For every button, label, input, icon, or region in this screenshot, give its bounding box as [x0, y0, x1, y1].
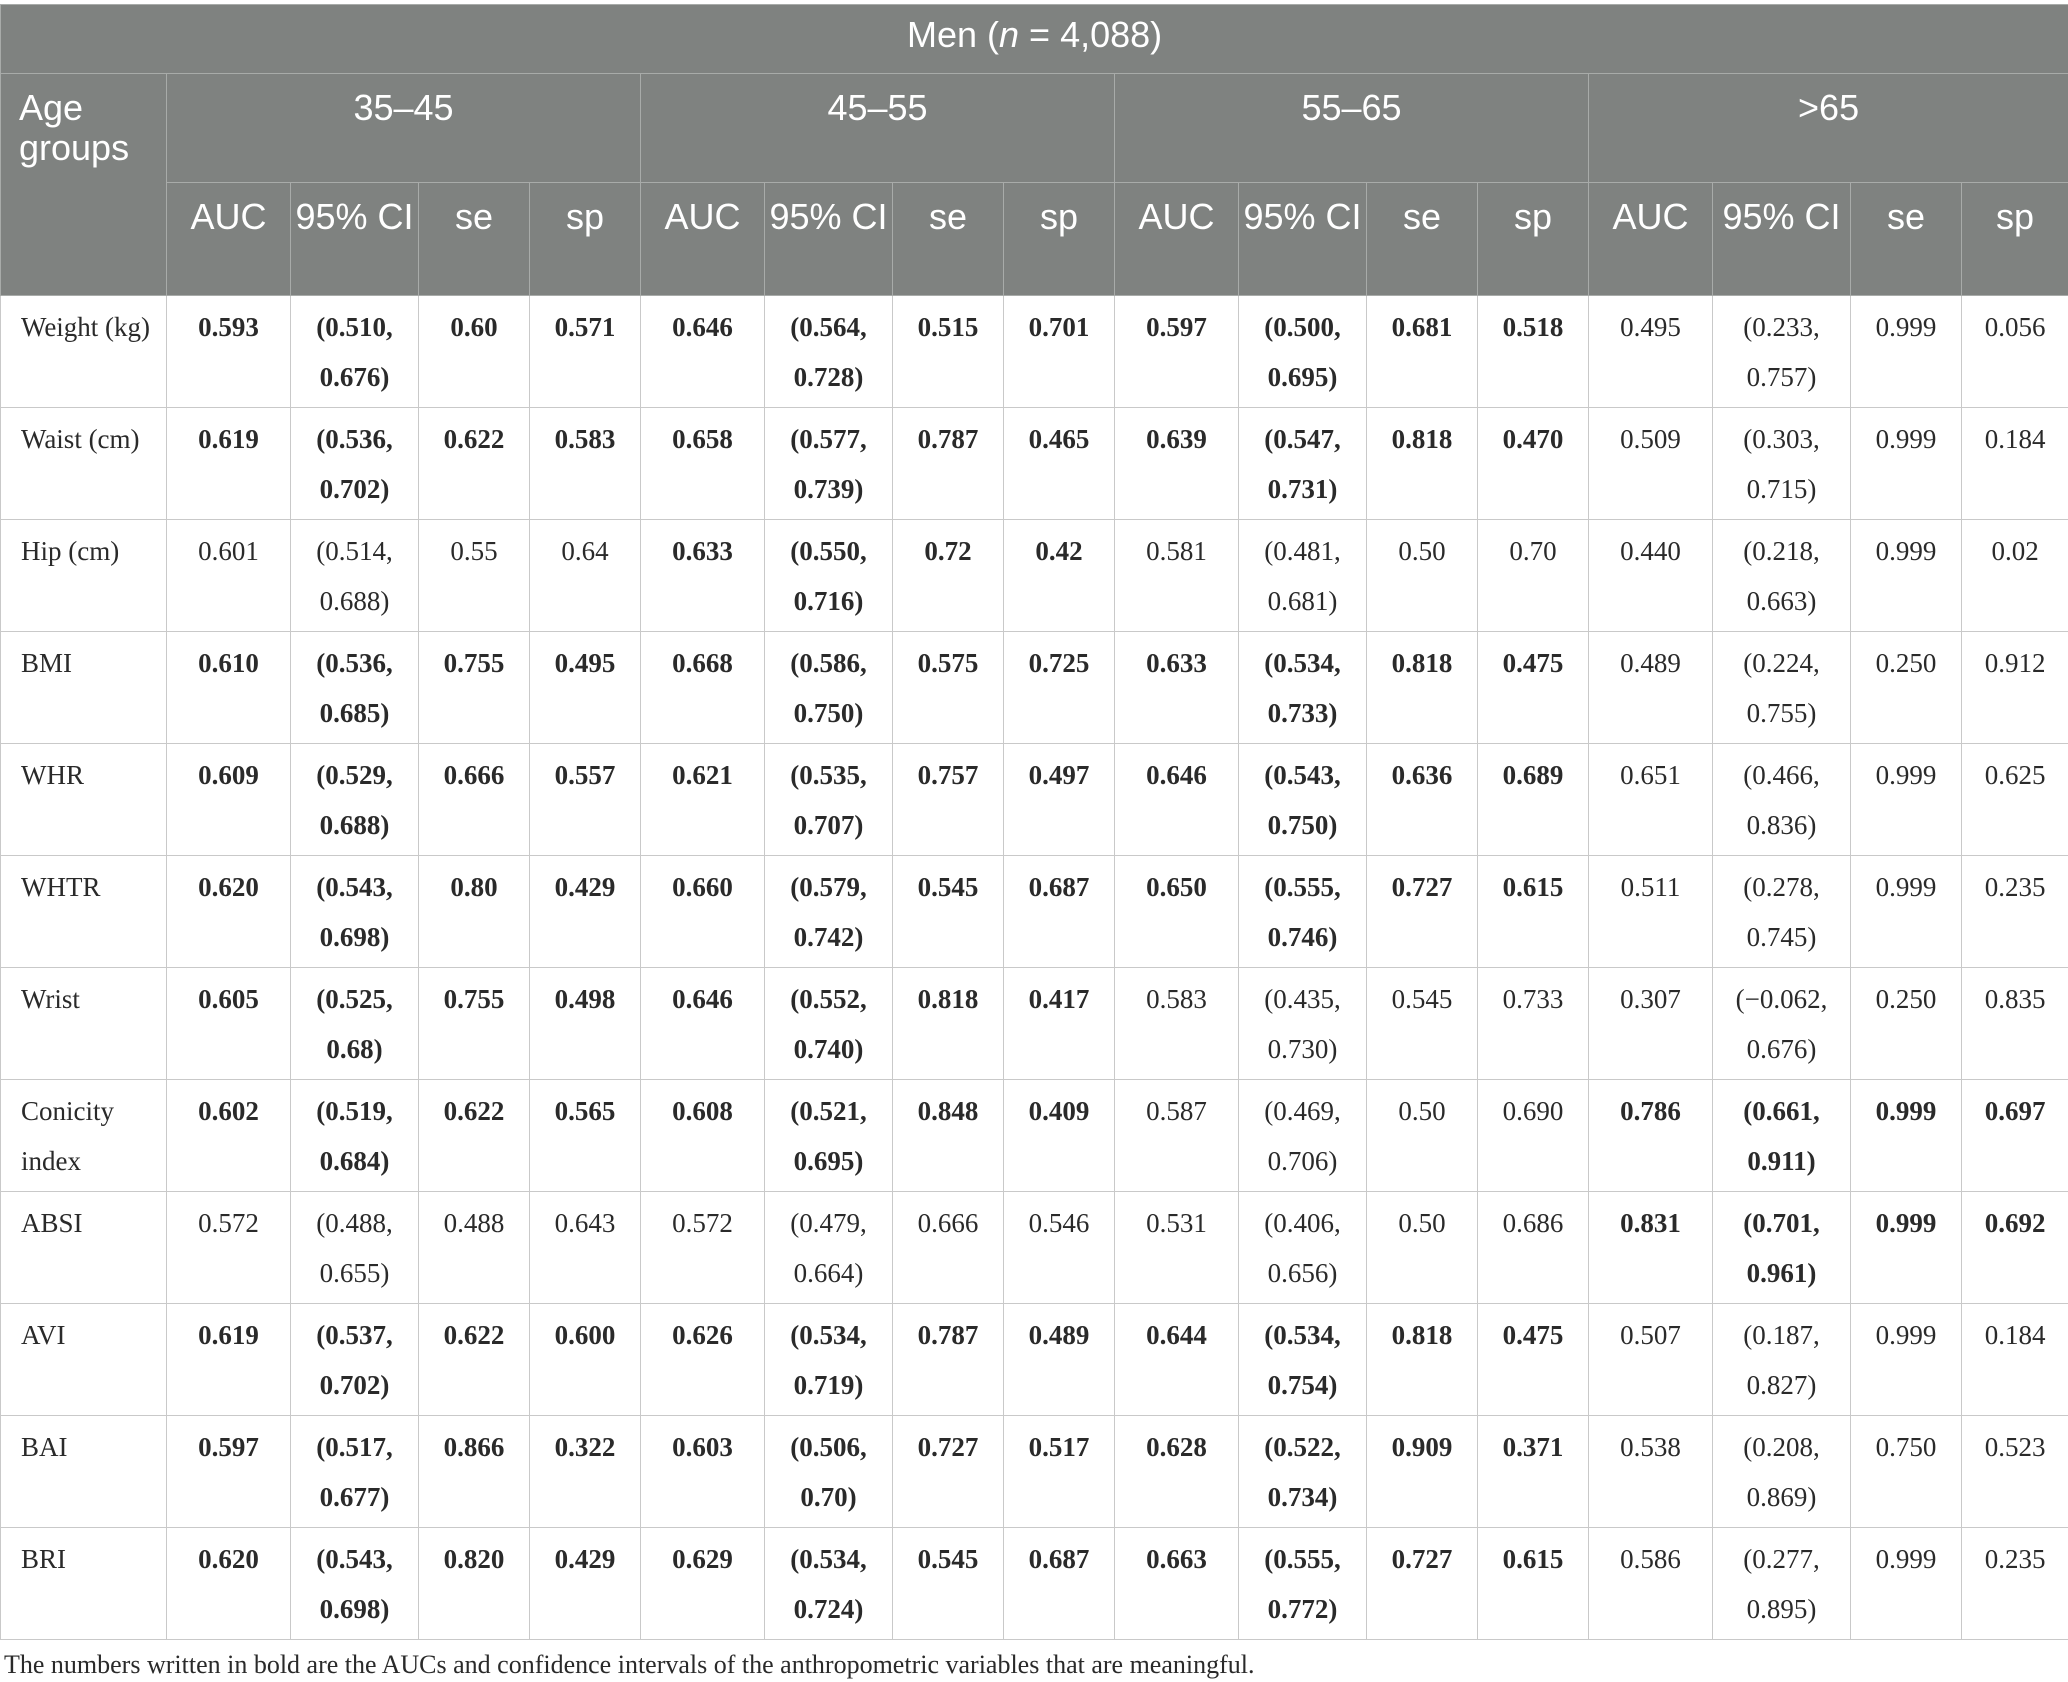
cell-sp: 0.701: [1004, 296, 1115, 408]
cell-ci: (0.534, 0.733): [1239, 632, 1367, 744]
cell-ci: (0.534, 0.724): [765, 1528, 893, 1640]
cell-se: 0.50: [1367, 1192, 1478, 1304]
cell-sp: 0.498: [530, 968, 641, 1080]
cell-ci: (0.543, 0.750): [1239, 744, 1367, 856]
cell-auc: 0.597: [167, 1416, 291, 1528]
cell-ci: (0.564, 0.728): [765, 296, 893, 408]
auc-table: [0, 4, 2068, 1640]
cell-sp: 0.697: [1962, 1080, 2068, 1192]
cell-sp: 0.429: [530, 1528, 641, 1640]
cell-auc: 0.601: [167, 520, 291, 632]
cell-sp: 0.465: [1004, 408, 1115, 520]
cell-sp: 0.475: [1478, 1304, 1589, 1416]
cell-ci: (0.555, 0.746): [1239, 856, 1367, 968]
cell-auc: 0.621: [641, 744, 765, 856]
cell-se: 0.515: [893, 296, 1004, 408]
cell-ci: (0.537, 0.702): [291, 1304, 419, 1416]
cell-se: 0.50: [1367, 1080, 1478, 1192]
cell-ci: (0.547, 0.731): [1239, 408, 1367, 520]
cell-ci: (0.303, 0.715): [1713, 408, 1851, 520]
cell-sp: 0.429: [530, 856, 641, 968]
cell-se: 0.250: [1851, 632, 1962, 744]
metric-header: AUC: [167, 183, 291, 296]
cell-ci: (0.519, 0.684): [291, 1080, 419, 1192]
cell-se: 0.757: [893, 744, 1004, 856]
cell-se: 0.787: [893, 1304, 1004, 1416]
metric-header: se: [893, 183, 1004, 296]
cell-se: 0.755: [419, 968, 530, 1080]
cell-auc: 0.603: [641, 1416, 765, 1528]
metric-header: 95% CI: [1713, 183, 1851, 296]
cell-ci: (0.506, 0.70): [765, 1416, 893, 1528]
cell-ci: (0.522, 0.734): [1239, 1416, 1367, 1528]
row-label: Conicity index: [1, 1080, 167, 1192]
table-row: [1, 1192, 2068, 1304]
row-label: ABSI: [1, 1192, 167, 1304]
cell-ci: (0.534, 0.719): [765, 1304, 893, 1416]
cell-sp: 0.497: [1004, 744, 1115, 856]
cell-auc: 0.629: [641, 1528, 765, 1640]
cell-auc: 0.609: [167, 744, 291, 856]
cell-auc: 0.509: [1589, 408, 1713, 520]
cell-se: 0.55: [419, 520, 530, 632]
table-title: Men (n = 4,088): [1, 5, 2068, 74]
cell-auc: 0.628: [1115, 1416, 1239, 1528]
cell-se: 0.622: [419, 408, 530, 520]
cell-ci: (0.435, 0.730): [1239, 968, 1367, 1080]
cell-ci: (0.510, 0.676): [291, 296, 419, 408]
cell-auc: 0.620: [167, 856, 291, 968]
cell-sp: 0.518: [1478, 296, 1589, 408]
row-label: BAI: [1, 1416, 167, 1528]
cell-se: 0.866: [419, 1416, 530, 1528]
age-groups-header: Age groups: [1, 74, 167, 296]
cell-ci: (0.555, 0.772): [1239, 1528, 1367, 1640]
cell-se: 0.750: [1851, 1416, 1962, 1528]
cell-sp: 0.600: [530, 1304, 641, 1416]
cell-se: 0.622: [419, 1080, 530, 1192]
cell-auc: 0.307: [1589, 968, 1713, 1080]
cell-auc: 0.639: [1115, 408, 1239, 520]
cell-ci: (0.536, 0.702): [291, 408, 419, 520]
cell-ci: (0.500, 0.695): [1239, 296, 1367, 408]
metric-header: se: [419, 183, 530, 296]
cell-ci: (0.529, 0.688): [291, 744, 419, 856]
cell-auc: 0.489: [1589, 632, 1713, 744]
cell-auc: 0.663: [1115, 1528, 1239, 1640]
cell-sp: 0.690: [1478, 1080, 1589, 1192]
cell-auc: 0.646: [641, 296, 765, 408]
cell-se: 0.755: [419, 632, 530, 744]
cell-se: 0.820: [419, 1528, 530, 1640]
cell-ci: (0.208, 0.869): [1713, 1416, 1851, 1528]
cell-ci: (0.577, 0.739): [765, 408, 893, 520]
age-group-header: 45–55: [641, 74, 1115, 183]
cell-sp: 0.184: [1962, 1304, 2068, 1416]
metric-header: 95% CI: [291, 183, 419, 296]
table-row: [1, 968, 2068, 1080]
cell-sp: 0.625: [1962, 744, 2068, 856]
cell-auc: 0.786: [1589, 1080, 1713, 1192]
cell-se: 0.999: [1851, 1528, 1962, 1640]
cell-se: 0.60: [419, 296, 530, 408]
cell-auc: 0.572: [641, 1192, 765, 1304]
cell-se: 0.818: [1367, 408, 1478, 520]
table-row: [1, 1080, 2068, 1192]
cell-ci: (0.543, 0.698): [291, 856, 419, 968]
table-row: [1, 520, 2068, 632]
cell-auc: 0.608: [641, 1080, 765, 1192]
cell-sp: 0.725: [1004, 632, 1115, 744]
metric-header: AUC: [1115, 183, 1239, 296]
cell-auc: 0.610: [167, 632, 291, 744]
cell-sp: 0.687: [1004, 856, 1115, 968]
cell-auc: 0.626: [641, 1304, 765, 1416]
row-label: Weight (kg): [1, 296, 167, 408]
cell-ci: (0.224, 0.755): [1713, 632, 1851, 744]
cell-ci: (0.233, 0.757): [1713, 296, 1851, 408]
cell-sp: 0.687: [1004, 1528, 1115, 1640]
cell-sp: 0.42: [1004, 520, 1115, 632]
cell-sp: 0.692: [1962, 1192, 2068, 1304]
cell-auc: 0.538: [1589, 1416, 1713, 1528]
cell-se: 0.999: [1851, 1080, 1962, 1192]
table-row: [1, 632, 2068, 744]
cell-ci: (0.521, 0.695): [765, 1080, 893, 1192]
row-label: AVI: [1, 1304, 167, 1416]
cell-se: 0.488: [419, 1192, 530, 1304]
cell-ci: (0.550, 0.716): [765, 520, 893, 632]
cell-ci: (0.552, 0.740): [765, 968, 893, 1080]
cell-ci: (0.514, 0.688): [291, 520, 419, 632]
cell-sp: 0.517: [1004, 1416, 1115, 1528]
cell-auc: 0.587: [1115, 1080, 1239, 1192]
metric-header: sp: [1478, 183, 1589, 296]
cell-auc: 0.658: [641, 408, 765, 520]
cell-sp: 0.64: [530, 520, 641, 632]
cell-se: 0.250: [1851, 968, 1962, 1080]
cell-se: 0.575: [893, 632, 1004, 744]
row-label: Wrist: [1, 968, 167, 1080]
cell-auc: 0.620: [167, 1528, 291, 1640]
metric-header: sp: [1962, 183, 2068, 296]
cell-se: 0.999: [1851, 520, 1962, 632]
cell-se: 0.999: [1851, 408, 1962, 520]
cell-auc: 0.583: [1115, 968, 1239, 1080]
cell-se: 0.666: [419, 744, 530, 856]
cell-se: 0.545: [893, 856, 1004, 968]
cell-sp: 0.70: [1478, 520, 1589, 632]
cell-sp: 0.565: [530, 1080, 641, 1192]
cell-se: 0.545: [1367, 968, 1478, 1080]
table-row: [1, 1528, 2068, 1640]
cell-se: 0.727: [1367, 856, 1478, 968]
cell-se: 0.999: [1851, 296, 1962, 408]
cell-ci: (0.406, 0.656): [1239, 1192, 1367, 1304]
metric-header: se: [1851, 183, 1962, 296]
cell-ci: (0.466, 0.836): [1713, 744, 1851, 856]
cell-auc: 0.633: [1115, 632, 1239, 744]
cell-se: 0.727: [893, 1416, 1004, 1528]
metric-header-row: [1, 183, 2068, 296]
cell-ci: (0.479, 0.664): [765, 1192, 893, 1304]
cell-sp: 0.615: [1478, 1528, 1589, 1640]
cell-ci: (0.579, 0.742): [765, 856, 893, 968]
table-body: [1, 296, 2068, 1640]
cell-sp: 0.02: [1962, 520, 2068, 632]
cell-sp: 0.689: [1478, 744, 1589, 856]
cell-auc: 0.650: [1115, 856, 1239, 968]
cell-auc: 0.581: [1115, 520, 1239, 632]
cell-se: 0.545: [893, 1528, 1004, 1640]
cell-auc: 0.831: [1589, 1192, 1713, 1304]
cell-se: 0.818: [1367, 632, 1478, 744]
cell-sp: 0.557: [530, 744, 641, 856]
cell-sp: 0.733: [1478, 968, 1589, 1080]
cell-se: 0.666: [893, 1192, 1004, 1304]
cell-sp: 0.056: [1962, 296, 2068, 408]
cell-sp: 0.322: [530, 1416, 641, 1528]
metric-header: AUC: [1589, 183, 1713, 296]
table-row: [1, 856, 2068, 968]
cell-sp: 0.470: [1478, 408, 1589, 520]
cell-ci: (0.536, 0.685): [291, 632, 419, 744]
cell-se: 0.999: [1851, 856, 1962, 968]
cell-sp: 0.489: [1004, 1304, 1115, 1416]
cell-se: 0.909: [1367, 1416, 1478, 1528]
cell-ci: (0.277, 0.895): [1713, 1528, 1851, 1640]
cell-sp: 0.546: [1004, 1192, 1115, 1304]
cell-sp: 0.371: [1478, 1416, 1589, 1528]
row-label: Hip (cm): [1, 520, 167, 632]
metric-header: 95% CI: [765, 183, 893, 296]
cell-ci: (0.187, 0.827): [1713, 1304, 1851, 1416]
age-group-header: >65: [1589, 74, 2068, 183]
cell-ci: (0.517, 0.677): [291, 1416, 419, 1528]
footnote: The numbers written in bold are the AUCs and confidence intervals of the anthropometric variables that are meaningful.: [4, 1650, 1255, 1679]
title-row: [1, 5, 2068, 74]
cell-ci: (0.218, 0.663): [1713, 520, 1851, 632]
cell-se: 0.727: [1367, 1528, 1478, 1640]
cell-se: 0.999: [1851, 744, 1962, 856]
table-header: [1, 5, 2068, 296]
cell-sp: 0.235: [1962, 856, 2068, 968]
cell-ci: (0.535, 0.707): [765, 744, 893, 856]
table-row: [1, 408, 2068, 520]
age-group-header: 35–45: [167, 74, 641, 183]
cell-se: 0.681: [1367, 296, 1478, 408]
row-label: BRI: [1, 1528, 167, 1640]
cell-sp: 0.615: [1478, 856, 1589, 968]
table-row: [1, 1304, 2068, 1416]
cell-sp: 0.184: [1962, 408, 2068, 520]
cell-auc: 0.646: [1115, 744, 1239, 856]
cell-se: 0.787: [893, 408, 1004, 520]
metric-header: 95% CI: [1239, 183, 1367, 296]
cell-ci: (0.488, 0.655): [291, 1192, 419, 1304]
age-group-row: [1, 74, 2068, 183]
cell-sp: 0.835: [1962, 968, 2068, 1080]
cell-auc: 0.511: [1589, 856, 1713, 968]
metric-header: AUC: [641, 183, 765, 296]
table-container: [0, 4, 2068, 1680]
row-label: BMI: [1, 632, 167, 744]
cell-sp: 0.409: [1004, 1080, 1115, 1192]
cell-sp: 0.583: [530, 408, 641, 520]
cell-auc: 0.531: [1115, 1192, 1239, 1304]
row-label: WHTR: [1, 856, 167, 968]
cell-auc: 0.619: [167, 1304, 291, 1416]
cell-se: 0.999: [1851, 1192, 1962, 1304]
cell-se: 0.50: [1367, 520, 1478, 632]
row-label: WHR: [1, 744, 167, 856]
age-group-header: 55–65: [1115, 74, 1589, 183]
cell-se: 0.999: [1851, 1304, 1962, 1416]
cell-se: 0.818: [1367, 1304, 1478, 1416]
metric-header: sp: [530, 183, 641, 296]
cell-auc: 0.597: [1115, 296, 1239, 408]
cell-auc: 0.507: [1589, 1304, 1713, 1416]
cell-se: 0.848: [893, 1080, 1004, 1192]
cell-se: 0.636: [1367, 744, 1478, 856]
cell-auc: 0.668: [641, 632, 765, 744]
cell-auc: 0.593: [167, 296, 291, 408]
cell-auc: 0.602: [167, 1080, 291, 1192]
cell-ci: (0.661, 0.911): [1713, 1080, 1851, 1192]
cell-auc: 0.646: [641, 968, 765, 1080]
cell-ci: (0.701, 0.961): [1713, 1192, 1851, 1304]
cell-auc: 0.572: [167, 1192, 291, 1304]
cell-auc: 0.586: [1589, 1528, 1713, 1640]
cell-auc: 0.605: [167, 968, 291, 1080]
cell-sp: 0.571: [530, 296, 641, 408]
cell-ci: (0.481, 0.681): [1239, 520, 1367, 632]
cell-sp: 0.912: [1962, 632, 2068, 744]
cell-auc: 0.651: [1589, 744, 1713, 856]
cell-se: 0.818: [893, 968, 1004, 1080]
cell-auc: 0.644: [1115, 1304, 1239, 1416]
metric-header: se: [1367, 183, 1478, 296]
cell-sp: 0.686: [1478, 1192, 1589, 1304]
cell-se: 0.72: [893, 520, 1004, 632]
cell-auc: 0.619: [167, 408, 291, 520]
table-row: [1, 296, 2068, 408]
cell-ci: (0.469, 0.706): [1239, 1080, 1367, 1192]
cell-sp: 0.475: [1478, 632, 1589, 744]
cell-se: 0.622: [419, 1304, 530, 1416]
metric-header: sp: [1004, 183, 1115, 296]
cell-sp: 0.643: [530, 1192, 641, 1304]
cell-auc: 0.660: [641, 856, 765, 968]
cell-ci: (0.525, 0.68): [291, 968, 419, 1080]
cell-sp: 0.417: [1004, 968, 1115, 1080]
cell-auc: 0.440: [1589, 520, 1713, 632]
table-row: [1, 744, 2068, 856]
cell-sp: 0.523: [1962, 1416, 2068, 1528]
cell-ci: (0.534, 0.754): [1239, 1304, 1367, 1416]
cell-sp: 0.235: [1962, 1528, 2068, 1640]
cell-auc: 0.633: [641, 520, 765, 632]
cell-auc: 0.495: [1589, 296, 1713, 408]
row-label: Waist (cm): [1, 408, 167, 520]
table-row: [1, 1416, 2068, 1528]
cell-ci: (0.586, 0.750): [765, 632, 893, 744]
cell-ci: (−0.062, 0.676): [1713, 968, 1851, 1080]
cell-ci: (0.543, 0.698): [291, 1528, 419, 1640]
cell-sp: 0.495: [530, 632, 641, 744]
cell-ci: (0.278, 0.745): [1713, 856, 1851, 968]
cell-se: 0.80: [419, 856, 530, 968]
